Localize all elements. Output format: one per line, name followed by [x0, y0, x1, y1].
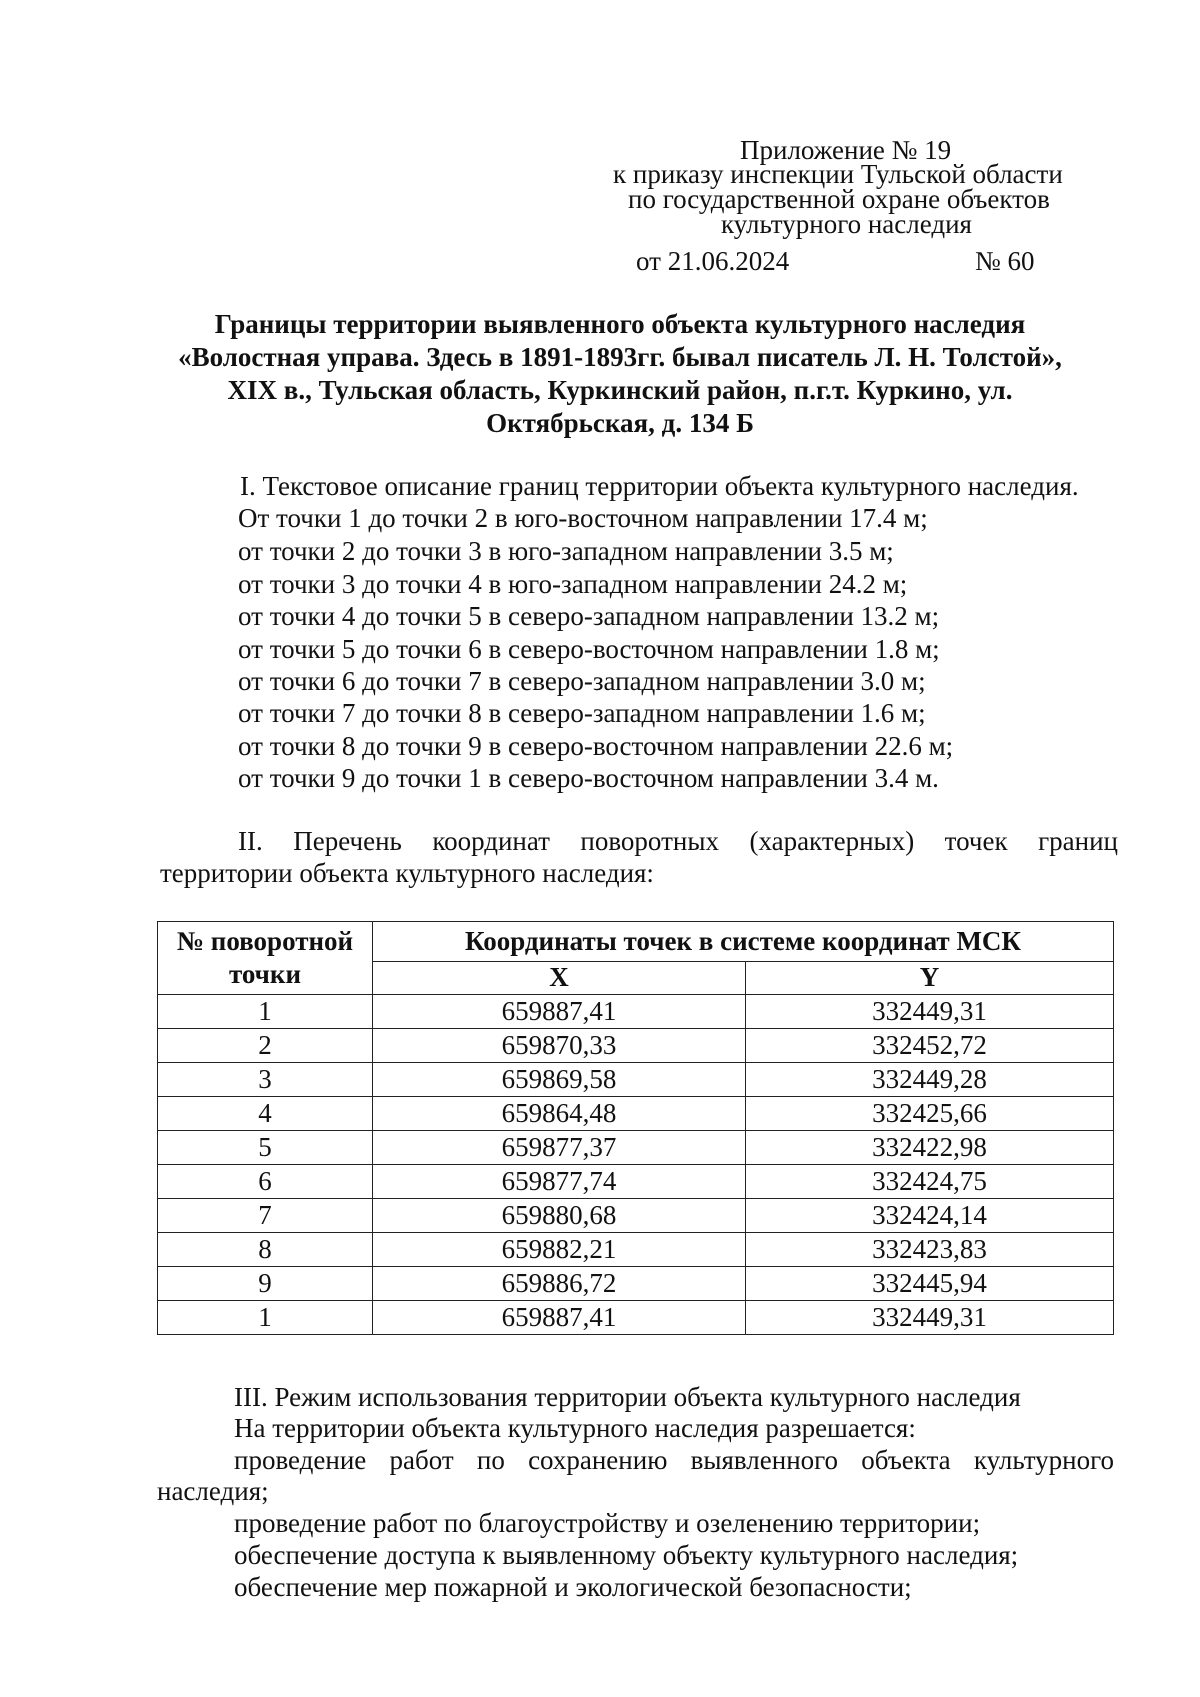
- y-coordinate-cell: 332422,98: [746, 1131, 1114, 1165]
- point-number-cell: 6: [158, 1165, 373, 1199]
- boundary-line: от точки 3 до точки 4 в юго-западном направлении 24.2 м;: [238, 569, 908, 599]
- boundary-line: от точки 4 до точки 5 в северо-западном направлении 13.2 м;: [238, 601, 940, 631]
- point-number-cell: 3: [158, 1063, 373, 1097]
- boundary-line: от точки 7 до точки 8 в северо-западном направлении 1.6 м;: [238, 698, 926, 728]
- boundary-line: от точки 2 до точки 3 в юго-западном направлении 3.5 м;: [238, 536, 894, 566]
- column-header-point-number: № поворотной точки: [158, 922, 373, 995]
- y-coordinate-cell: 332449,31: [746, 1301, 1114, 1335]
- table-row: [158, 1097, 1114, 1131]
- table-row: [158, 1301, 1114, 1335]
- point-number-cell: 1: [158, 1301, 373, 1335]
- table-row: [158, 1199, 1114, 1233]
- y-coordinate-cell: 332423,83: [746, 1233, 1114, 1267]
- point-number-cell: 8: [158, 1233, 373, 1267]
- point-number-cell: 2: [158, 1029, 373, 1063]
- table-row: [158, 1267, 1114, 1301]
- title-line-2: «Волостная управа. Здесь в 1891-1893гг. бывал писатель Л. Н. Толстой»,: [178, 342, 1062, 372]
- section2-heading-line-1: II. Перечень координат поворотных (характерных) точек границ: [238, 826, 1118, 856]
- x-coordinate-cell: 659877,37: [373, 1131, 746, 1165]
- y-coordinate-cell: 332449,31: [746, 995, 1114, 1029]
- permitted-item-2: проведение работ по благоустройству и озеленению территории;: [234, 1508, 981, 1538]
- point-number-cell: 4: [158, 1097, 373, 1131]
- x-coordinate-cell: 659880,68: [373, 1199, 746, 1233]
- x-coordinate-cell: 659877,74: [373, 1165, 746, 1199]
- boundary-line: от точки 8 до точки 9 в северо-восточном направлении 22.6 м;: [238, 731, 954, 761]
- title-line-3: XIX в., Тульская область, Куркинский район, п.г.т. Куркино, ул.: [227, 375, 1013, 405]
- permitted-item-1-line-2: наследия;: [157, 1476, 269, 1506]
- x-coordinate-cell: 659869,58: [373, 1063, 746, 1097]
- section3-heading: III. Режим использования территории объекта культурного наследия: [234, 1382, 1021, 1412]
- header-line-1: к приказу инспекции Тульской области: [613, 159, 1063, 189]
- x-coordinate-cell: 659887,41: [373, 1301, 746, 1335]
- x-coordinate-cell: 659886,72: [373, 1267, 746, 1301]
- table-row: [158, 995, 1114, 1029]
- header-line-3: культурного наследия: [721, 209, 972, 239]
- x-coordinate-cell: 659870,33: [373, 1029, 746, 1063]
- point-number-cell: 9: [158, 1267, 373, 1301]
- y-coordinate-cell: 332424,75: [746, 1165, 1114, 1199]
- section2-heading-line-2: территории объекта культурного наследия:: [160, 858, 654, 888]
- permitted-item-4: обеспечение мер пожарной и экологической безопасности;: [234, 1572, 912, 1602]
- column-header-y: Y: [746, 961, 1114, 994]
- header-line-2: по государственной охране объектов: [628, 184, 1050, 214]
- appendix-label: Приложение № 19: [740, 135, 952, 165]
- y-coordinate-cell: 332449,28: [746, 1063, 1114, 1097]
- boundary-line: от точки 9 до точки 1 в северо-восточном направлении 3.4 м.: [238, 763, 939, 793]
- title-line-1: Границы территории выявленного объекта культурного наследия: [214, 309, 1026, 339]
- y-coordinate-cell: 332445,94: [746, 1267, 1114, 1301]
- order-date: от 21.06.2024: [636, 246, 790, 276]
- point-number-cell: 7: [158, 1199, 373, 1233]
- column-header-coordinates: Координаты точек в системе координат МСК: [373, 922, 1114, 962]
- y-coordinate-cell: 332452,72: [746, 1029, 1114, 1063]
- title-line-4: Октябрьская, д. 134 Б: [486, 408, 754, 438]
- boundary-line: от точки 6 до точки 7 в северо-западном направлении 3.0 м;: [238, 666, 926, 696]
- section3-intro: На территории объекта культурного наследия разрешается:: [234, 1413, 916, 1443]
- x-coordinate-cell: 659887,41: [373, 995, 746, 1029]
- order-number: № 60: [975, 246, 1035, 276]
- column-header-x: X: [373, 961, 746, 994]
- y-coordinate-cell: 332424,14: [746, 1199, 1114, 1233]
- coordinates-table: [157, 921, 1114, 1335]
- x-coordinate-cell: 659882,21: [373, 1233, 746, 1267]
- table-row: [158, 1029, 1114, 1063]
- permitted-item-3: обеспечение доступа к выявленному объекту культурного наследия;: [234, 1540, 1019, 1570]
- table-row: [158, 1063, 1114, 1097]
- table-row: [158, 1131, 1114, 1165]
- boundary-line: от точки 5 до точки 6 в северо-восточном направлении 1.8 м;: [238, 634, 940, 664]
- document-title: [150, 308, 1090, 440]
- y-coordinate-cell: 332425,66: [746, 1097, 1114, 1131]
- section1-heading: I. Текстовое описание границ территории объекта культурного наследия.: [240, 471, 1079, 501]
- boundary-line: От точки 1 до точки 2 в юго-восточном направлении 17.4 м;: [238, 503, 928, 533]
- permitted-item-1-line-1: проведение работ по сохранению выявленного объекта культурного: [234, 1445, 1114, 1475]
- point-number-cell: 1: [158, 995, 373, 1029]
- x-coordinate-cell: 659864,48: [373, 1097, 746, 1131]
- point-number-cell: 5: [158, 1131, 373, 1165]
- table-row: [158, 1233, 1114, 1267]
- table-row: [158, 1165, 1114, 1199]
